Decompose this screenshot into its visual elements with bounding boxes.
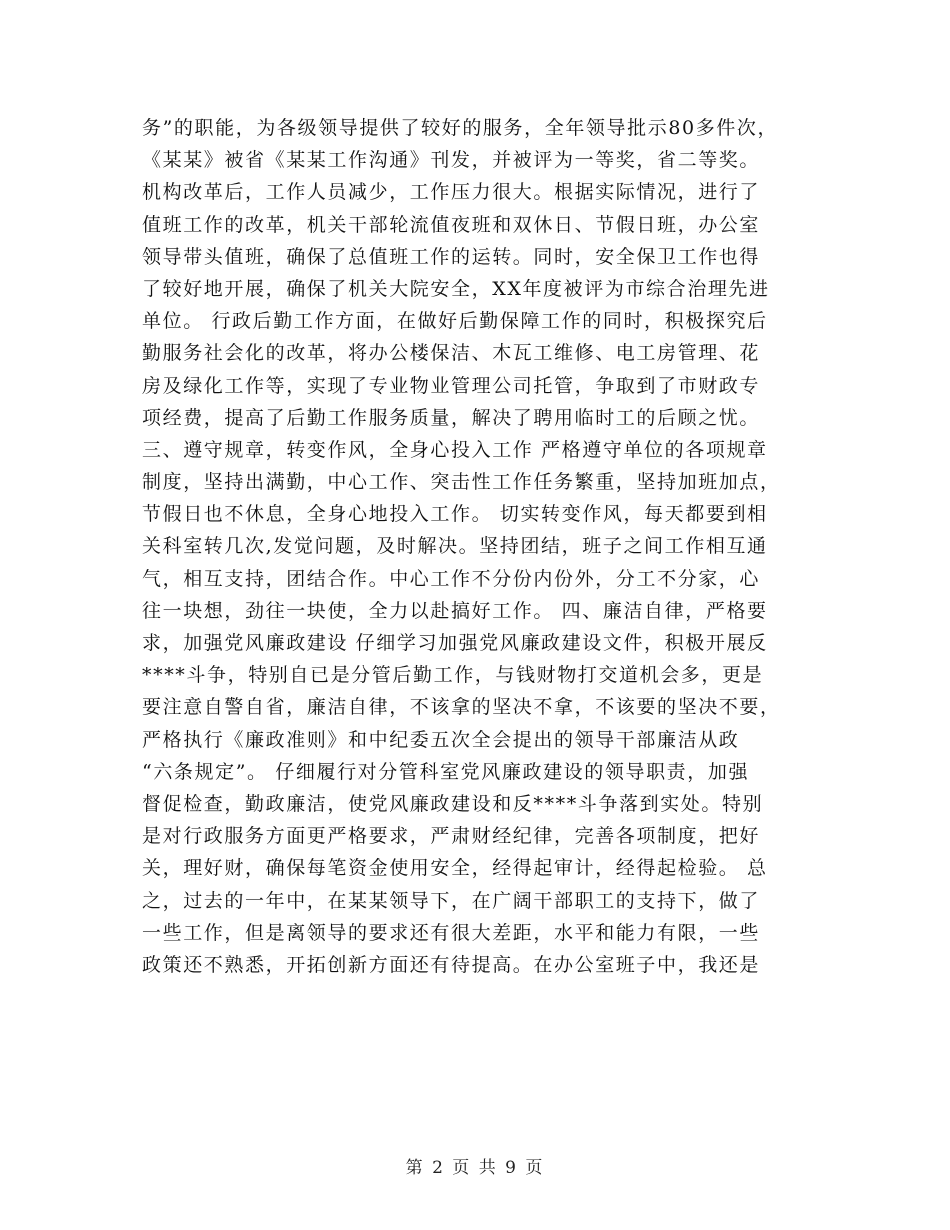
text-line: 关，理好财，确保每笔资金使用安全，经得起审计，经得起检验。 总 (142, 857, 768, 880)
text-line: 《某某》被省《某某工作沟通》刊发，并被评为一等奖，省二等奖。 (142, 149, 761, 172)
text-line: 之，过去的一年中，在某某领导下，在广阔干部职工的支持下，做了 (142, 889, 761, 912)
text-line: 值班工作的改革，机关干部轮流值夜班和双休日、节假日班，办公室 (142, 213, 761, 236)
text-line: 制度，坚持出满勤，中心工作、突击性工作任务繁重，坚持加班加点， (142, 471, 781, 494)
text-line: 督促检查，勤政廉洁，使党风廉政建设和反****斗争落到实处。特别 (142, 792, 764, 815)
text-line: 是对行政服务方面更严格要求，严肃财经纪律，完善各项制度，把好 (142, 825, 761, 848)
text-line: “六条规定”。 仔细履行对分管科室党风廉政建设的领导职责，加强 (142, 760, 750, 783)
text-line: 了较好地开展，确保了机关大院安全，XX年度被评为市综合治理先进 (142, 277, 770, 300)
text-line: 三、遵守规章，转变作风，全身心投入工作 严格遵守单位的各项规章 (142, 438, 768, 461)
text-line: 关科室转几次,发觉问题，及时解决。坚持团结，班子之间工作相互通 (142, 535, 768, 558)
text-line: 一些工作，但是离领导的要求还有很大差距，水平和能力有限，一些 (142, 921, 761, 944)
text-line: 求，加强党风廉政建设 仔细学习加强党风廉政建设文件，积极开展反 (142, 632, 768, 654)
text-line: 政策还不熟悉，开拓创新方面还有待提高。在办公室班子中，我还是 (142, 953, 761, 976)
text-line: ****斗争，特别自已是分管后勤工作，与钱财物打交道机会多，更是 (142, 664, 764, 687)
text-line: 要注意自警自省，廉洁自律，不该拿的坚决不拿，不该要的坚决不要， (142, 696, 781, 719)
text-line: 机构改革后，工作人员减少，工作压力很大。根据实际情况，进行了 (142, 181, 761, 204)
page-number-footer: 第 2 页 共 9 页 (405, 1158, 545, 1178)
text-line: 往一块想，劲往一块使，全力以赴搞好工作。 四、廉洁自律，严格要 (142, 599, 768, 622)
text-line: 气，相互支持，团结合作。中心工作不分份内份外，分工不分家，心 (142, 567, 761, 590)
text-line: 项经费，提高了后勤工作服务质量，解决了聘用临时工的后顾之忧。 (142, 406, 761, 429)
body-text (142, 112, 822, 981)
text-line: 领导带头值班，确保了总值班工作的运转。同时，安全保卫工作也得 (142, 245, 761, 268)
text-line: 务”的职能，为各级领导提供了较好的服务，全年领导批示80多件次， (142, 117, 779, 139)
text-line: 勤服务社会化的改革，将办公楼保洁、木瓦工维修、电工房管理、花 (142, 342, 761, 365)
text-line: 严格执行《廉政准则》和中纪委五次全会提出的领导干部廉洁从政 (142, 728, 740, 751)
text-line: 节假日也不休息，全身心地投入工作。 切实转变作风，每天都要到相 (142, 503, 768, 526)
text-line: 房及绿化工作等，实现了专业物业管理公司托管，争取到了市财政专 (142, 374, 761, 397)
text-line: 单位。 行政后勤工作方面，在做好后勤保障工作的同时，积极探究后 (142, 310, 768, 333)
